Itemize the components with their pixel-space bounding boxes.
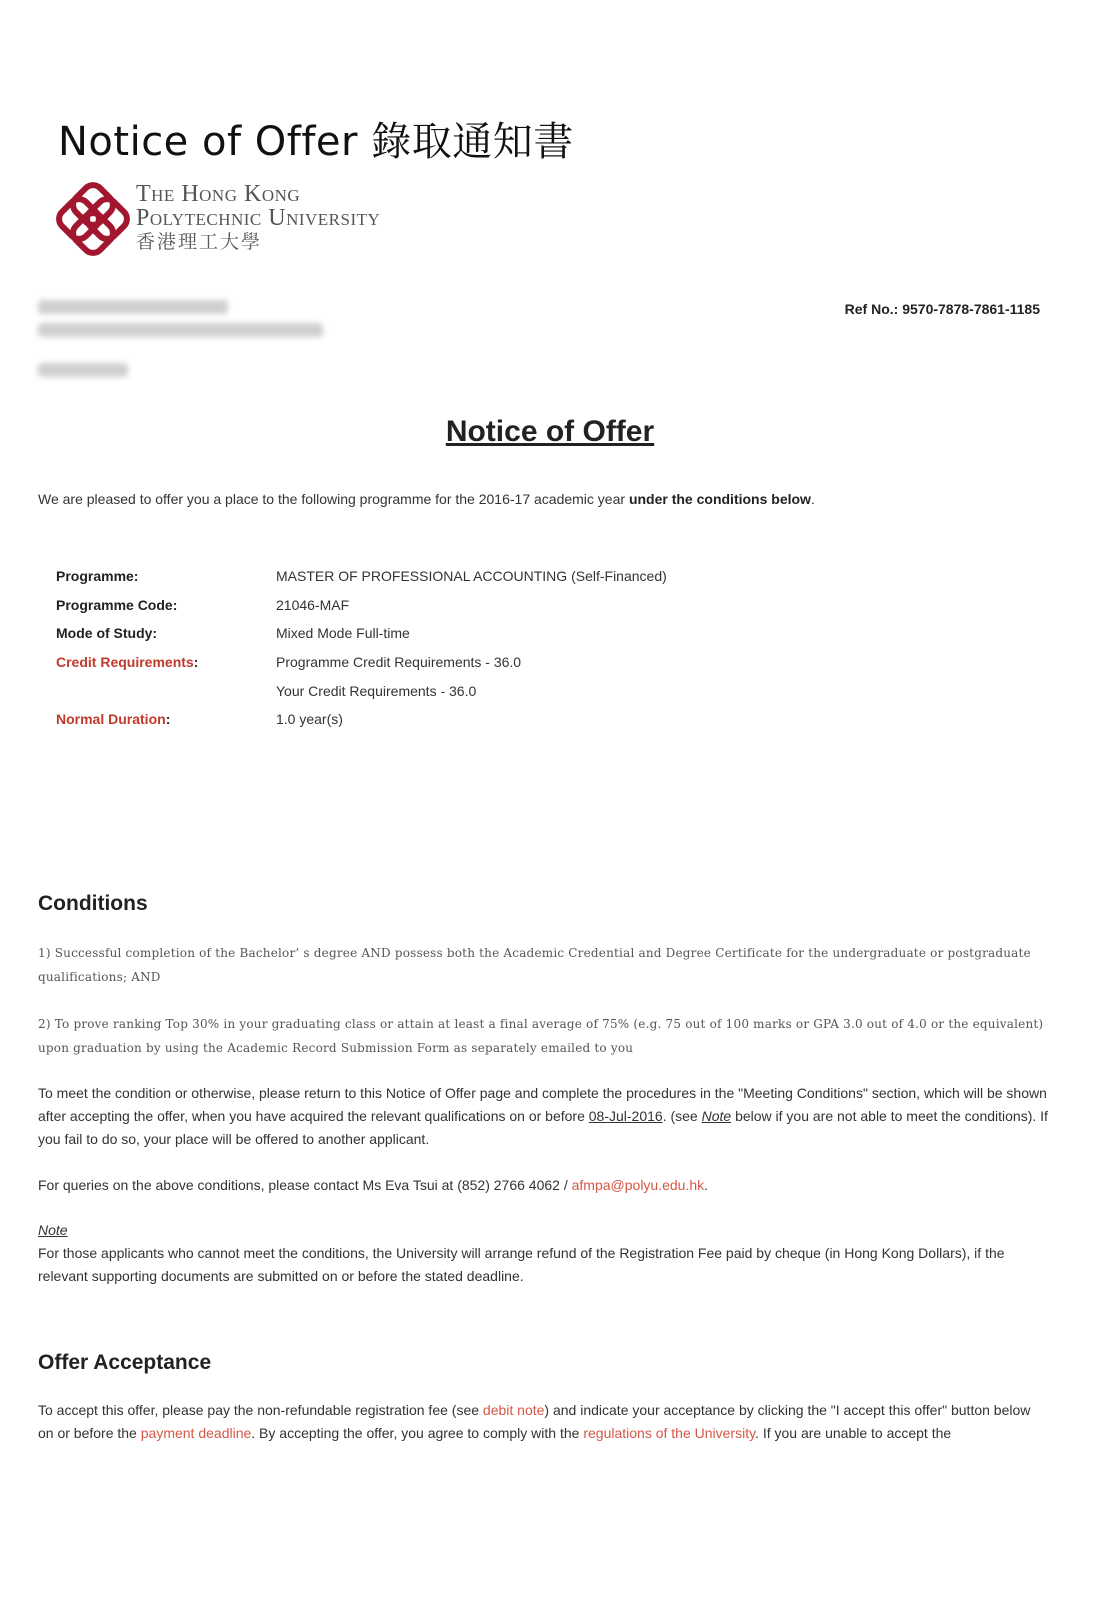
logo-line-2: Polytechnic University [136, 205, 381, 231]
normal-duration-value: 1.0 year(s) [276, 711, 343, 728]
acceptance-text [38, 1399, 1048, 1445]
meeting-conditions-text [38, 1082, 1048, 1151]
condition-1: 1) Successful completion of the Bachelor’ s degree AND possess both the Academic Credential and Degree Certificate for the undergraduate or postgraduate qualifications; AND [38, 946, 1031, 984]
condition-2: 2) To prove ranking Top 30% in your graduating class or attain at least a final average of 75% (e.g. 75 out of 100 marks or GPA 3.0 out of 4.0 or the equivalent) upon graduation by using the Academic Record Submission Form as separately emailed to you [38, 1017, 1044, 1055]
intro-main: We are pleased to offer you a place to the following programme for the 2016-17 academic year [38, 491, 629, 507]
meet-text-1: To meet the condition or otherwise, please return to this Notice of Offer page and complete the procedures in the "Meeting Conditions" section, which will be shown after accepting the offer, when you have acquired the relevant qualifications on or before [38, 1085, 1047, 1124]
redacted-applicant-extra [38, 363, 128, 377]
programme-value: MASTER OF PROFESSIONAL ACCOUNTING (Self-Financed) [276, 568, 667, 584]
accept-text-2: ) and indicate your acceptance by clicking the "I accept this offer" button below on or before the [38, 1402, 1031, 1441]
query-text-2: . [704, 1177, 709, 1193]
header-title: Notice of Offer 錄取通知書 [58, 119, 574, 165]
debit-note-link[interactable]: debit note [482, 1402, 545, 1418]
redacted-applicant-name [38, 323, 323, 337]
meet-note-ref: Note [701, 1108, 732, 1124]
university-logo [56, 182, 456, 262]
polyu-logo-icon [56, 182, 130, 256]
note-block [38, 1219, 1048, 1288]
note-text: For those applicants who cannot meet the conditions, the University will arrange refund of the Registration Fee paid by cheque (in Hong Kong Dollars), if the relevant supporting documents are submitted on or before the stated deadline. [38, 1245, 1005, 1284]
query-text [38, 1174, 1048, 1197]
logo-line-3: 香港理工大學 [136, 232, 263, 253]
logo-wordmark [136, 182, 380, 256]
your-credit-value: Your Credit Requirements - 36.0 [276, 682, 477, 699]
accept-text-4: . If you are unable to accept the [755, 1425, 952, 1441]
credit-requirements-label[interactable] [56, 654, 198, 670]
intro-text [38, 491, 815, 507]
intro-end: . [810, 491, 815, 507]
duration-colon: : [165, 711, 171, 728]
page-title: Notice of Offer [445, 415, 655, 448]
query-text-1: For queries on the above conditions, please contact Ms Eva Tsui at (852) 2766 4062 / [38, 1177, 572, 1193]
credit-requirements-link[interactable]: Credit Requirements [56, 654, 194, 671]
programme-code-value: 21046-MAF [276, 596, 350, 613]
contact-email-link[interactable]: afmpa@polyu.edu.hk [571, 1177, 705, 1193]
mode-of-study-label: Mode of Study: [56, 625, 158, 642]
meet-deadline-date: 08-Jul-2016 [588, 1108, 663, 1124]
redacted-application-no [38, 300, 228, 314]
regulations-link[interactable]: regulations of the University [583, 1425, 756, 1441]
conditions-heading: Conditions [38, 892, 148, 915]
logo-line-1: The Hong Kong [136, 181, 301, 207]
accept-text-3: . By accepting the offer, you agree to comply with the [251, 1425, 584, 1441]
normal-duration-link[interactable]: Normal Duration [56, 711, 166, 728]
programme-label: Programme: [56, 568, 139, 584]
meet-text-2: . (see [662, 1108, 702, 1124]
accept-text-1: To accept this offer, please pay the non-refundable registration fee (see [38, 1402, 483, 1418]
note-label: Note [38, 1222, 68, 1238]
intro-bold: under the conditions below [628, 491, 811, 507]
normal-duration-label[interactable] [56, 711, 170, 727]
reference-number: Ref No.: 9570-7878-7861-1185 [844, 301, 1040, 317]
programme-code-label: Programme Code: [56, 596, 178, 613]
mode-of-study-value: Mixed Mode Full-time [276, 625, 410, 642]
programme-credit-value: Programme Credit Requirements - 36.0 [276, 654, 522, 671]
meet-text-3: below if you are not able to meet the conditions). If you fail to do so, your place will be offered to another applicant. [38, 1108, 1048, 1147]
payment-deadline-link[interactable]: payment deadline [140, 1425, 252, 1441]
credit-colon: : [193, 654, 199, 671]
offer-acceptance-heading: Offer Acceptance [38, 1351, 212, 1374]
